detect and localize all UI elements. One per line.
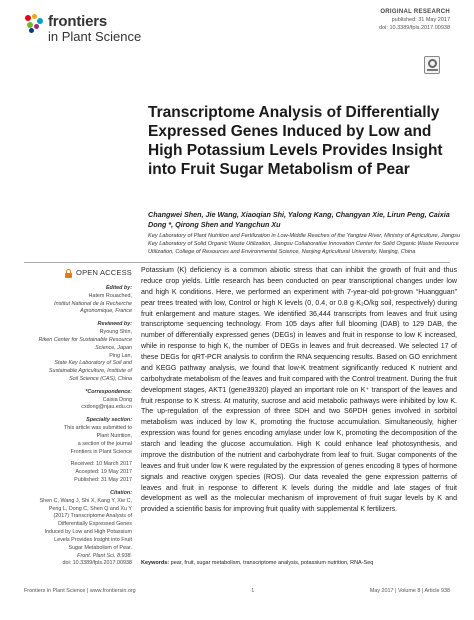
citation-block	[18, 490, 132, 568]
brand-name: frontiers	[48, 13, 108, 30]
reviewer-line: Riken Center for Sustainable Resource	[38, 336, 132, 343]
citation-line: Levels Provides Insight into Fruit	[54, 536, 132, 543]
reviewer-line: Ping Lan,	[109, 352, 132, 359]
edited-by-block	[18, 285, 132, 316]
reviewer-line: Ryoung Shin,	[99, 329, 132, 336]
citation-line: (2017) Transcriptome Analysis of	[53, 513, 132, 520]
specialty-line: Frontiers in Plant Science	[70, 448, 132, 455]
divider	[24, 262, 450, 263]
reviewer-line: State Key Laboratory of Soil and	[54, 360, 132, 367]
specialty-line: Plant Nutrition,	[96, 432, 132, 439]
affiliations: Key Laboratory of Plant Nutrition and Fertilization in Low-Middle Reaches of the Yangtze River, Ministry of Agriculture, Jiangsu Key Laboratory of Solid Organic Waste Utilization, Jiangsu Collaborative Innovation Center for Solid Organic Waste Resource Utilization, College of Resources and Environmental Science, Nanjing Agricultural University, Nanjing, China	[148, 233, 461, 256]
reviewed-by-heading: Reviewed by:	[97, 321, 132, 328]
citation-line: Differentially Expressed Genes	[58, 521, 132, 528]
edited-by-heading: Edited by:	[105, 284, 132, 291]
editor-line: Hatem Rouached,	[88, 292, 132, 299]
specialty-block	[18, 417, 132, 456]
frontiers-logo-icon	[24, 14, 44, 34]
article-sidebar	[18, 268, 132, 573]
correspondence-email[interactable]: cxdong@njau.edu.cn	[81, 404, 132, 411]
keywords-label: Keywords:	[141, 560, 170, 566]
reviewed-by-block	[18, 321, 132, 384]
editor-line: Agronomique, France	[80, 308, 132, 315]
doi-link[interactable]: doi: 10.3389/fpls.2017.00938	[379, 24, 450, 31]
specialty-line: This article was submitted to	[63, 425, 132, 432]
specialty-heading: Specialty section:	[86, 417, 132, 424]
open-access-badge	[18, 268, 132, 279]
citation-line[interactable]: doi: 10.3389/fpls.2017.00938	[62, 560, 132, 567]
citation-line: Sugar Metabolism of Pear.	[68, 544, 132, 551]
page-footer	[24, 588, 450, 594]
keywords-list: pear, fruit, sugar metabolism, transcriptome analysis, potassium nutrition, RNA-Seq	[170, 560, 374, 566]
journal-name: in Plant Science	[48, 28, 142, 44]
specialty-line: a section of the journal	[77, 440, 132, 447]
citation-line: Induced by Low and High Potassium	[44, 529, 132, 536]
footer-journal-site[interactable]: Frontiers in Plant Science | www.frontiersin.org	[24, 588, 136, 594]
published-date-sidebar: Published: 31 May 2017	[74, 477, 132, 484]
citation-heading: Citation:	[110, 489, 132, 496]
received-date: Received: 10 March 2017	[70, 461, 132, 468]
article-type: ORIGINAL RESEARCH	[380, 9, 450, 15]
article-title: Transcriptome Analysis of Differentially Expressed Genes Induced by Low and High Potassium Levels Provides Insight into Fruit Sugar Metabolism of Pear	[148, 104, 443, 178]
citation-line: Front. Plant Sci. 8:938.	[77, 552, 132, 559]
open-lock-icon	[65, 269, 72, 278]
reviewer-line: Sustainable Agriculture, Institute of	[48, 368, 132, 375]
correspondence-name: Caixia Dong	[102, 396, 132, 403]
article-meta	[379, 8, 450, 33]
journal-logo[interactable]	[24, 14, 141, 43]
correspondence-block	[18, 389, 132, 412]
footer-issue-info: May 2017 | Volume 8 | Article 938	[369, 588, 450, 594]
author-list: Changwei Shen, Jie Wang, Xiaoqian Shi, Yalong Kang, Changyan Xie, Lirun Peng, Caixia Dong *, Qirong Shen and Yangchun Xu	[148, 210, 450, 230]
keywords	[141, 560, 457, 566]
citation-line: Shen C, Wang J, Shi X, Kang Y, Xie C,	[39, 497, 132, 504]
reviewer-line: Soil Science (CAS), China	[69, 375, 132, 382]
open-access-label: OPEN ACCESS	[76, 268, 132, 277]
citation-line: Peng L, Dong C, Shen Q and Xu Y	[48, 505, 132, 512]
published-date: published: 31 May 2017	[391, 16, 450, 23]
dates-block	[18, 461, 132, 484]
abstract-text: Potassium (K) deficiency is a common abiotic stress that can inhibit the growth of fruit and thus reduce crop yields. Little research has been conducted on pear transcriptional changes under low and high K conditions. Here, we performed an experiment with 7-year-old pot-grown “Huangguan” pear trees treated with low, Control or high K levels (0, 0.4, or 0.8 g·K₂O/kg soil, respectively) during fruit enlargement and mature stages. We identified 36,444 transcripts from leaves and fruit using transcriptome sequencing technology. From 105 days after full blooming (DAB) to 129 DAB, the number of differentially expressed genes (DEGs) in leaves and fruit in response to low K increased, while in response to high K, the number of DEGs in leaves and fruit decreased. We selected 17 of these DEGs for qRT-PCR analysis to confirm the RNA sequencing results. Based on GO enrichment and KEGG pathway analysis, we found that low-K treatment significantly reduced K nutrient and carbohydrate metabolism of the leaves and fruit compared with the Control treatment. During the fruit development stages, AKT1 (gene39320) played an important role on K⁺ transport of the leaves and fruit response to K stress. At maturity, sucrose and acid metabolic pathways were inhibited by low K. The up-regulation of the expression of three SDH and two S6PDH genes involved in sorbitol metabolism was induced by low K, promoting the fructose accumulation. Simultaneously, higher expression was found for genes encoding amylase under low K, promoting the decomposition of the starch and leading the glucose accumulation. High K could enhance leaf photosynthesis, and improve the distribution of the nutrient and carbohydrate from leaf to fruit. Sugar components of the leaves and fruit under low K were regulated by the expression of genes encoding 8 types of hormone signals and reactive oxygen species (ROS). Our data revealed the gene expression patterns of leaves and fruit in response to different K levels during the middle and late stages of fruit development as well as the molecular mechanism of improvement of fruit sugar levels by K and provided a scientific basis for improving fruit quality with supplemental K fertilizers.	[141, 267, 457, 514]
correspondence-heading: *Correspondence:	[85, 388, 132, 395]
check-for-updates-icon[interactable]	[424, 56, 440, 74]
reviewer-line: Science, Japan	[95, 344, 132, 351]
accepted-date: Accepted: 19 May 2017	[75, 469, 132, 476]
page-number: 1	[251, 588, 255, 594]
editor-line: Institut National de la Recherche	[54, 300, 132, 307]
